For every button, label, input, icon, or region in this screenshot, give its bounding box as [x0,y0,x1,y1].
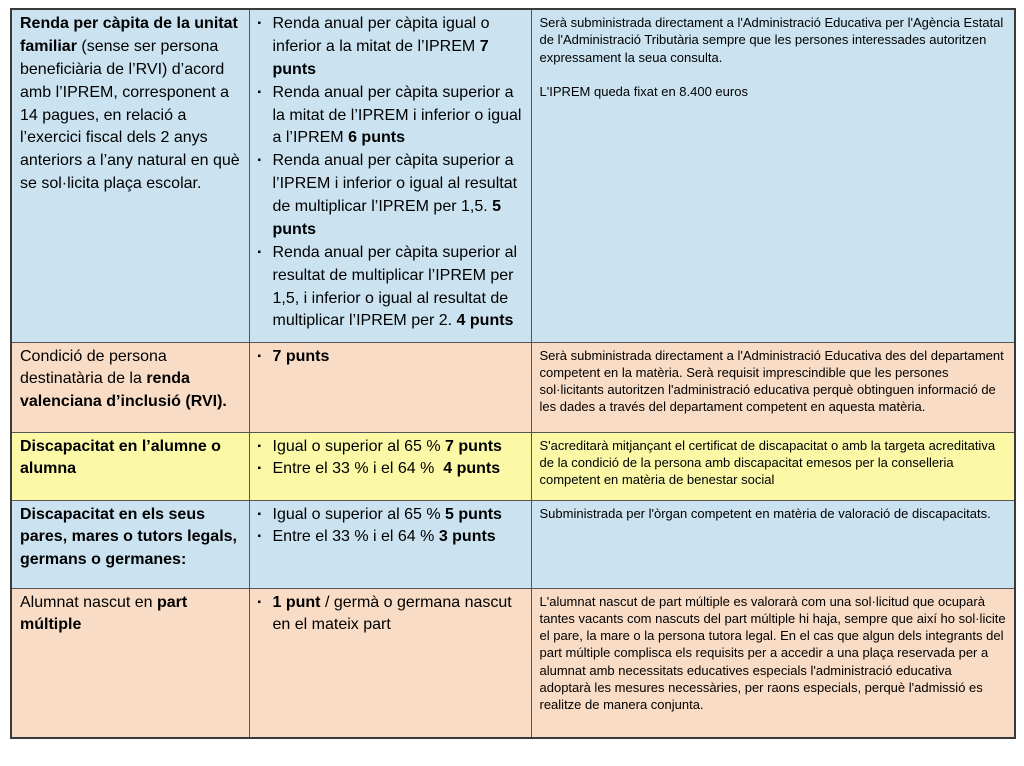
point-item [258,242,523,334]
square-bullet-icon: ▪ [257,508,262,520]
points-cell [249,9,531,342]
info-paragraph: Serà subministrada directament a l'Administració Educativa per l'Agència Estatal de l'Administració Tributària sempre que les persones interessades autoritzen expressament la seua consulta. [539,15,1004,65]
point-text: 7 punts [272,37,489,78]
point-item [258,592,523,638]
points-list [258,13,523,333]
criteria-cell [11,9,249,342]
criteria-text: (sense ser persona beneficiària de l’RVI) d’acord amb l’IPREM, corresponent a 14 pagues, en relació a l’exercici fiscal dels 2 anys anteriors a l’any natural en què se sol·licita plaça escolar. [20,37,240,193]
square-bullet-icon: ▪ [257,155,262,167]
square-bullet-icon: ▪ [257,18,262,29]
criteria-cell [11,342,249,432]
points-cell [249,588,531,738]
info-cell [531,588,1015,738]
info-cell [531,9,1015,342]
point-text: Entre el 33 % i el 64 % [272,460,444,478]
point-text: 7 punts [272,347,330,365]
point-text: Renda anual per càpita igual o inferior a la mitat de l’IPREM [272,15,490,55]
point-text: 6 punts [348,129,405,147]
table-row-renda-per-capita [11,9,1015,342]
point-text: / germà o germana nascut en el mateix part [272,593,512,634]
point-item [258,150,523,242]
square-bullet-icon: ▪ [257,531,262,543]
point-item [258,526,523,549]
point-item [258,504,523,527]
point-text: 3 punts [438,528,496,546]
point-item [258,346,523,369]
points-cell [249,342,531,432]
point-text: 7 punts [445,437,502,455]
point-text: Renda anual per càpita superior a la mitat de l’IPREM i inferior o igual a l’IPREM [272,83,522,147]
table-row-part-multiple [11,588,1015,738]
table-row-discapacitat-familiars [11,500,1015,588]
criteria-text: renda valenciana d’inclusió (RVI). [20,370,227,411]
point-text: 5 punts [445,505,502,523]
criteria-table-body [11,9,1015,738]
point-item [258,458,523,481]
info-cell [531,500,1015,588]
criteria-text: Condició de persona destinatària de la [20,347,167,388]
points-cell [249,432,531,500]
square-bullet-icon: ▪ [257,246,262,258]
points-cell [249,500,531,588]
info-paragraph: Serà subministrada directament a l'Administració Educativa des del departament competent en la matèria. Serà requisit imprescindible que les persones sol·licitants autoritzen l'administració educativa perquè obtinguen informació de les dades a través del departament competent en aquesta matèria. [539,347,1004,415]
square-bullet-icon: ▪ [257,596,262,608]
table-row-discapacitat-alumne [11,432,1015,500]
square-bullet-icon: ▪ [257,86,262,98]
criteria-text: Discapacitat en els seus pares, mares o tutors legals, germans o germanes: [20,505,237,569]
info-paragraph: L'IPREM queda fixat en 8.400 euros [539,83,748,99]
info-cell [531,342,1015,432]
point-text: Entre el 33 % i el 64 % [272,528,439,546]
points-list [258,592,523,638]
points-list [258,504,523,550]
point-text: 1 punt [272,593,321,611]
criteria-cell [11,432,249,500]
info-paragraph: Subministrada per l'òrgan competent en matèria de valoració de discapacitats. [539,505,991,521]
point-item [258,13,523,82]
points-list [258,346,523,369]
square-bullet-icon: ▪ [257,350,262,362]
points-list [258,436,523,482]
point-item [258,82,523,151]
point-text: 4 punts [443,460,501,478]
point-item [258,436,523,459]
criteria-text: part múltiple [20,593,188,634]
admission-criteria-table [10,8,1016,739]
info-cell [531,432,1015,500]
criteria-text: Renda per càpita de la unitat familiar [20,15,238,55]
criteria-text: Alumnat nascut en [20,593,157,611]
info-paragraph: S'acreditarà mitjançant el certificat de discapacitat o amb la targeta acreditativa de la condició de la persona amb discapacitat emesos per la conselleria competent en matèria de benestar social [539,437,996,488]
criteria-cell [11,500,249,588]
point-text: 5 punts [272,198,502,238]
table-row-rvi [11,342,1015,432]
point-text: Renda anual per càpita superior al resultat de multiplicar l’IPREM per 1,5, i inferior o igual al resultat de multiplicar l’IPREM per 2. [272,243,518,330]
criteria-text: Discapacitat en l’alumne o alumna [20,437,221,478]
square-bullet-icon: ▪ [257,440,262,452]
criteria-cell [11,588,249,738]
point-text: Igual o superior al 65 % [272,437,446,455]
info-paragraph: L'alumnat nascut de part múltiple es valorarà com una sol·licitud que ocuparà tantes vacants com nascuts del part múltiple hi haja, sempre que així ho sol·licite el pare, la mare o la persona tutora legal. En el cas que algun dels integrants del part múltiple complisca els requisits per a accedir a una plaça reservada per a alumnat amb necessitats educatives especials l'administració educativa adoptarà les mesures necessàries, per raons especials, perquè l'admissió es realitze de manera conjunta. [539,593,1006,713]
point-text: 4 punts [456,312,514,330]
square-bullet-icon: ▪ [257,463,262,475]
point-text: Renda anual per càpita superior a l’IPREM i inferior o igual al resultat de multiplicar l’IPREM per 1,5. [272,152,518,215]
point-text: Igual o superior al 65 % [272,505,446,523]
